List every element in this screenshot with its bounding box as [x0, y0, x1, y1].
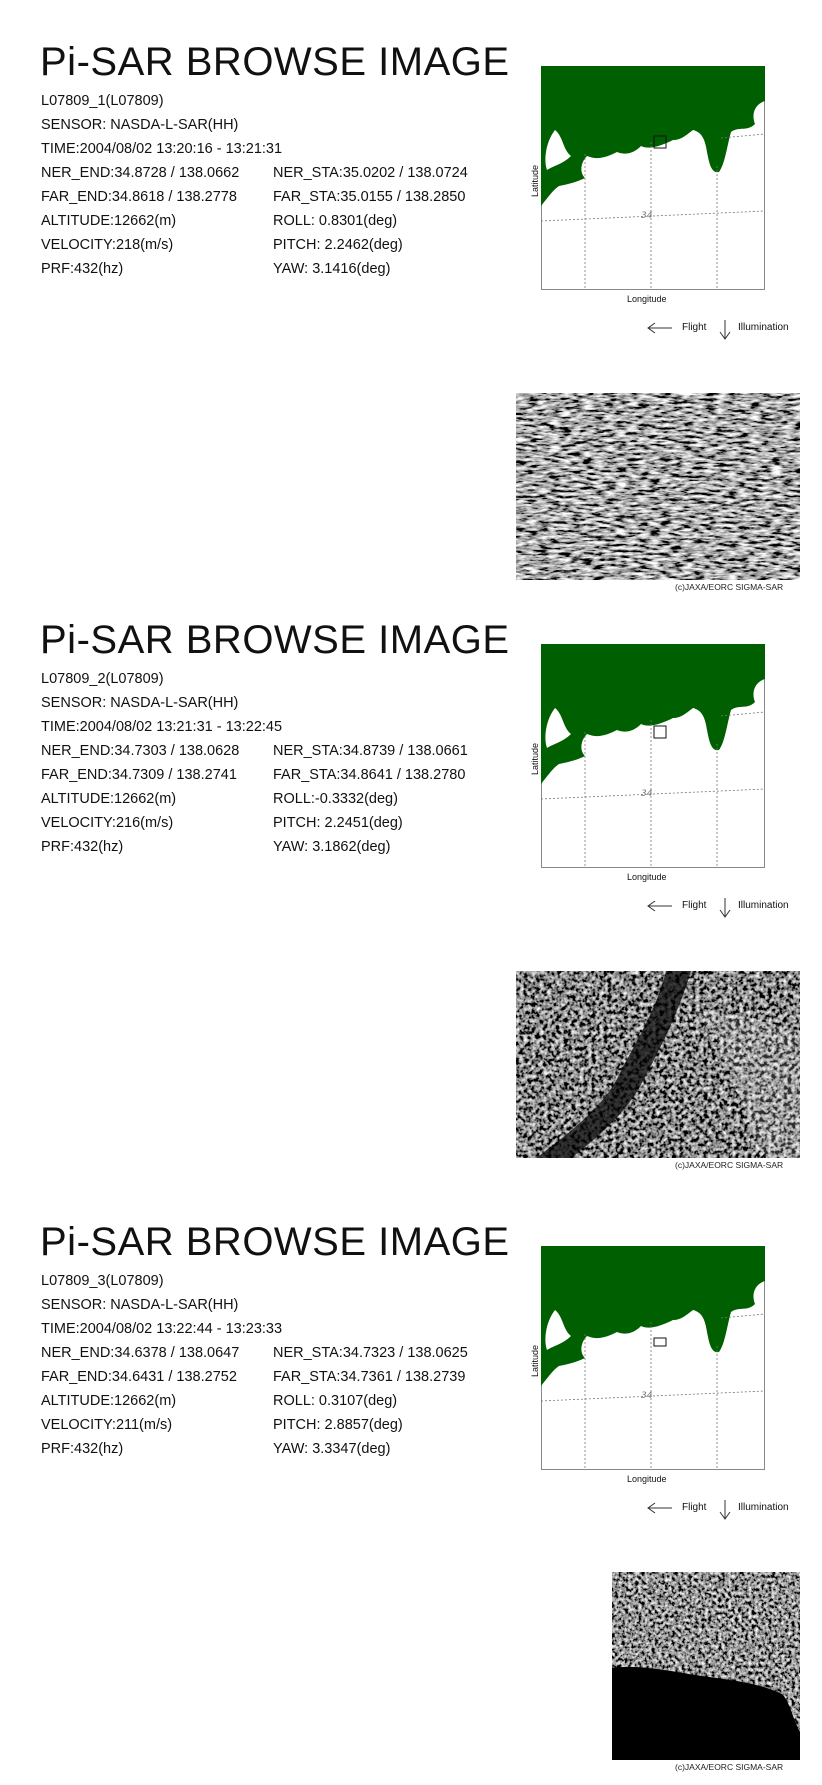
- illumination-label: Illumination: [738, 322, 789, 333]
- flight-arrow-icon: [646, 321, 674, 335]
- sar-image: [516, 393, 800, 580]
- entry-title: Pi-SAR BROWSE IMAGE: [40, 618, 510, 662]
- longitude-label: Longitude: [627, 294, 667, 304]
- pitch-text: PITCH: 2.2462(deg): [273, 237, 403, 253]
- scene-id: L07809_2(L07809): [41, 671, 164, 687]
- prf-text: PRF:432(hz): [41, 1441, 124, 1457]
- credit-text: (c)JAXA/EORC SIGMA-SAR: [675, 582, 784, 592]
- velocity-text: VELOCITY:211(m/s): [41, 1417, 173, 1433]
- sar-image: [612, 1572, 800, 1760]
- roll-text: ROLL: 0.8301(deg): [273, 213, 398, 229]
- far-sta-text: FAR_STA:35.0155 / 138.2850: [273, 189, 466, 205]
- entry-title: Pi-SAR BROWSE IMAGE: [40, 40, 510, 84]
- direction-legend: [646, 1499, 816, 1519]
- illumination-arrow-icon: [718, 1499, 732, 1521]
- pitch-text: PITCH: 2.8857(deg): [273, 1417, 403, 1433]
- flight-arrow-icon: [646, 899, 674, 913]
- far-end-text: FAR_END:34.8618 / 138.2778: [41, 189, 237, 205]
- prf-text: PRF:432(hz): [41, 261, 124, 277]
- ner-sta-text: NER_STA:35.0202 / 138.0724: [273, 165, 468, 181]
- direction-legend: [646, 897, 816, 917]
- far-sta-text: FAR_STA:34.7361 / 138.2739: [273, 1369, 466, 1385]
- time-text: TIME:2004/08/02 13:21:31 - 13:22:45: [41, 719, 283, 735]
- scene-id: L07809_1(L07809): [41, 93, 164, 109]
- roll-text: ROLL: 0.3107(deg): [273, 1393, 398, 1409]
- coastline-map: [541, 644, 765, 868]
- longitude-label: Longitude: [627, 872, 667, 882]
- illumination-label: Illumination: [738, 900, 789, 911]
- ner-end-text: NER_END:34.8728 / 138.0662: [41, 165, 240, 181]
- coastline-map: [541, 1246, 765, 1470]
- altitude-text: ALTITUDE:12662(m): [41, 213, 177, 229]
- altitude-text: ALTITUDE:12662(m): [41, 1393, 177, 1409]
- sensor-text: SENSOR: NASDA-L-SAR(HH): [41, 117, 239, 133]
- far-sta-text: FAR_STA:34.8641 / 138.2780: [273, 767, 466, 783]
- latitude-label: Latitude: [530, 1344, 541, 1378]
- entry-title: Pi-SAR BROWSE IMAGE: [40, 1220, 510, 1264]
- location-map: [530, 1246, 773, 1506]
- far-end-text: FAR_END:34.7309 / 138.2741: [41, 767, 237, 783]
- location-map: [530, 644, 773, 904]
- far-end-text: FAR_END:34.6431 / 138.2752: [41, 1369, 237, 1385]
- ner-end-text: NER_END:34.7303 / 138.0628: [41, 743, 240, 759]
- flight-arrow-icon: [646, 1501, 674, 1515]
- latitude-label: Latitude: [530, 742, 541, 776]
- time-text: TIME:2004/08/02 13:22:44 - 13:23:33: [41, 1321, 283, 1337]
- pitch-text: PITCH: 2.2451(deg): [273, 815, 403, 831]
- ner-sta-text: NER_STA:34.8739 / 138.0661: [273, 743, 468, 759]
- ner-end-text: NER_END:34.6378 / 138.0647: [41, 1345, 240, 1361]
- velocity-text: VELOCITY:216(m/s): [41, 815, 174, 831]
- coastline-map: [541, 66, 765, 290]
- altitude-text: ALTITUDE:12662(m): [41, 791, 177, 807]
- yaw-text: YAW: 3.1416(deg): [273, 261, 391, 277]
- time-text: TIME:2004/08/02 13:20:16 - 13:21:31: [41, 141, 283, 157]
- flight-label: Flight: [682, 900, 707, 911]
- flight-label: Flight: [682, 1502, 707, 1513]
- credit-text: (c)JAXA/EORC SIGMA-SAR: [675, 1160, 784, 1170]
- sensor-text: SENSOR: NASDA-L-SAR(HH): [41, 1297, 239, 1313]
- scene-id: L07809_3(L07809): [41, 1273, 164, 1289]
- grid-label: 34: [641, 789, 653, 799]
- grid-label: 34: [641, 1391, 653, 1401]
- sensor-text: SENSOR: NASDA-L-SAR(HH): [41, 695, 239, 711]
- grid-label: 34: [641, 211, 653, 221]
- yaw-text: YAW: 3.1862(deg): [273, 839, 391, 855]
- illumination-arrow-icon: [718, 897, 732, 919]
- direction-legend: [646, 319, 816, 339]
- roll-text: ROLL:-0.3332(deg): [273, 791, 398, 807]
- credit-text: (c)JAXA/EORC SIGMA-SAR: [675, 1762, 784, 1772]
- sar-image: [516, 971, 800, 1158]
- velocity-text: VELOCITY:218(m/s): [41, 237, 174, 253]
- illumination-arrow-icon: [718, 319, 732, 341]
- prf-text: PRF:432(hz): [41, 839, 124, 855]
- longitude-label: Longitude: [627, 1474, 667, 1484]
- ner-sta-text: NER_STA:34.7323 / 138.0625: [273, 1345, 468, 1361]
- flight-label: Flight: [682, 322, 707, 333]
- location-map: [530, 66, 773, 326]
- illumination-label: Illumination: [738, 1502, 789, 1513]
- yaw-text: YAW: 3.3347(deg): [273, 1441, 391, 1457]
- latitude-label: Latitude: [530, 164, 541, 198]
